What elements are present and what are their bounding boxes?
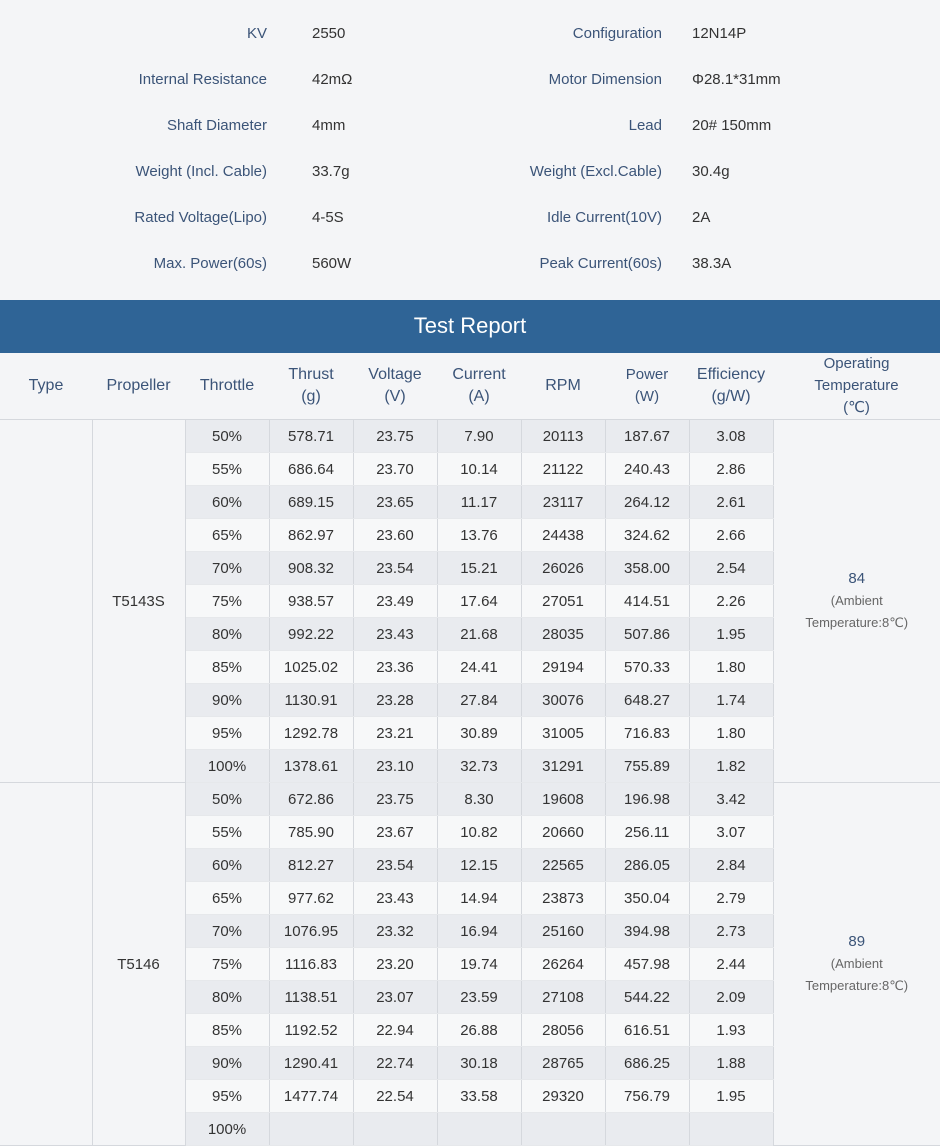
power-cell: 350.04 <box>605 882 689 915</box>
thrust-cell: 1192.52 <box>269 1014 353 1047</box>
current-cell: 10.82 <box>437 816 521 849</box>
col-temperature: Operating Temperature (℃) <box>773 353 940 420</box>
thrust-cell: 578.71 <box>269 420 353 453</box>
voltage-cell: 23.60 <box>353 519 437 552</box>
col-power: Power (W) <box>605 353 689 420</box>
rpm-cell: 29320 <box>521 1080 605 1113</box>
rpm-cell: 28765 <box>521 1047 605 1080</box>
spec-row <box>0 68 940 114</box>
throttle-cell: 80% <box>185 618 269 651</box>
throttle-cell: 90% <box>185 684 269 717</box>
rpm-cell: 24438 <box>521 519 605 552</box>
thrust-cell: 785.90 <box>269 816 353 849</box>
efficiency-cell: 2.26 <box>689 585 773 618</box>
efficiency-cell: 1.95 <box>689 618 773 651</box>
rpm-cell: 21122 <box>521 453 605 486</box>
rpm-cell: 28056 <box>521 1014 605 1047</box>
table-row <box>0 420 940 453</box>
efficiency-cell: 2.44 <box>689 948 773 981</box>
efficiency-cell: 2.86 <box>689 453 773 486</box>
current-cell: 15.21 <box>437 552 521 585</box>
thrust-cell: 1025.02 <box>269 651 353 684</box>
voltage-cell: 23.36 <box>353 651 437 684</box>
type-cell <box>0 420 92 783</box>
power-cell: 457.98 <box>605 948 689 981</box>
rpm-cell: 20660 <box>521 816 605 849</box>
power-cell: 544.22 <box>605 981 689 1014</box>
voltage-cell: 23.28 <box>353 684 437 717</box>
throttle-cell: 60% <box>185 486 269 519</box>
throttle-cell: 100% <box>185 1113 269 1146</box>
spec-value: 2A <box>692 206 710 230</box>
throttle-cell: 95% <box>185 717 269 750</box>
current-cell: 12.15 <box>437 849 521 882</box>
voltage-cell: 23.54 <box>353 552 437 585</box>
power-cell: 286.05 <box>605 849 689 882</box>
throttle-cell: 85% <box>185 1014 269 1047</box>
spec-value: 30.4g <box>692 160 730 184</box>
current-cell: 27.84 <box>437 684 521 717</box>
spec-label: Motor Dimension <box>549 68 662 92</box>
current-cell: 30.89 <box>437 717 521 750</box>
voltage-cell: 23.07 <box>353 981 437 1014</box>
thrust-cell: 1378.61 <box>269 750 353 783</box>
spec-label: Shaft Diameter <box>167 114 267 138</box>
col-rpm: RPM <box>521 353 605 420</box>
power-cell: 394.98 <box>605 915 689 948</box>
spec-label: KV <box>247 22 267 46</box>
current-cell: 13.76 <box>437 519 521 552</box>
rpm-cell: 23873 <box>521 882 605 915</box>
efficiency-cell: 1.93 <box>689 1014 773 1047</box>
power-cell: 648.27 <box>605 684 689 717</box>
power-cell: 616.51 <box>605 1014 689 1047</box>
voltage-cell: 23.67 <box>353 816 437 849</box>
thrust-cell: 1116.83 <box>269 948 353 981</box>
current-cell: 21.68 <box>437 618 521 651</box>
throttle-cell: 75% <box>185 948 269 981</box>
rpm-cell: 25160 <box>521 915 605 948</box>
spec-value: 42mΩ <box>312 68 352 92</box>
spec-section <box>0 0 940 300</box>
voltage-cell: 23.65 <box>353 486 437 519</box>
power-cell: 196.98 <box>605 783 689 816</box>
thrust-cell: 1290.41 <box>269 1047 353 1080</box>
thrust-cell <box>269 1113 353 1146</box>
spec-label: Idle Current(10V) <box>547 206 662 230</box>
power-cell: 264.12 <box>605 486 689 519</box>
efficiency-cell: 1.88 <box>689 1047 773 1080</box>
spec-label: Weight (Excl.Cable) <box>530 160 662 184</box>
power-cell <box>605 1113 689 1146</box>
current-cell: 8.30 <box>437 783 521 816</box>
current-cell: 10.14 <box>437 453 521 486</box>
rpm-cell: 31291 <box>521 750 605 783</box>
temperature-cell <box>773 420 940 783</box>
current-cell: 14.94 <box>437 882 521 915</box>
throttle-cell: 65% <box>185 519 269 552</box>
efficiency-cell <box>689 1113 773 1146</box>
spec-value: Φ28.1*31mm <box>692 68 781 92</box>
power-cell: 256.11 <box>605 816 689 849</box>
current-cell: 24.41 <box>437 651 521 684</box>
current-cell: 16.94 <box>437 915 521 948</box>
thrust-cell: 977.62 <box>269 882 353 915</box>
thrust-cell: 992.22 <box>269 618 353 651</box>
rpm-cell: 27051 <box>521 585 605 618</box>
voltage-cell: 23.10 <box>353 750 437 783</box>
voltage-cell: 22.74 <box>353 1047 437 1080</box>
temperature-note: (Ambient <box>774 953 940 975</box>
efficiency-cell: 1.80 <box>689 651 773 684</box>
table-row <box>0 783 940 816</box>
voltage-cell: 23.32 <box>353 915 437 948</box>
efficiency-cell: 2.54 <box>689 552 773 585</box>
rpm-cell: 22565 <box>521 849 605 882</box>
spec-row <box>0 114 940 160</box>
temperature-cell <box>773 783 940 1146</box>
throttle-cell: 70% <box>185 552 269 585</box>
efficiency-cell: 1.80 <box>689 717 773 750</box>
thrust-cell: 672.86 <box>269 783 353 816</box>
efficiency-cell: 2.73 <box>689 915 773 948</box>
spec-row <box>0 160 940 206</box>
efficiency-cell: 3.08 <box>689 420 773 453</box>
efficiency-cell: 3.07 <box>689 816 773 849</box>
power-cell: 240.43 <box>605 453 689 486</box>
throttle-cell: 60% <box>185 849 269 882</box>
col-thrust: Thrust (g) <box>269 353 353 420</box>
report-title: Test Report <box>0 300 940 353</box>
efficiency-cell: 2.66 <box>689 519 773 552</box>
spec-label: Rated Voltage(Lipo) <box>134 206 267 230</box>
thrust-cell: 686.64 <box>269 453 353 486</box>
rpm-cell: 20113 <box>521 420 605 453</box>
rpm-cell <box>521 1113 605 1146</box>
spec-row <box>0 22 940 68</box>
spec-row <box>0 206 940 252</box>
current-cell: 19.74 <box>437 948 521 981</box>
spec-value: 560W <box>312 252 351 276</box>
thrust-cell: 938.57 <box>269 585 353 618</box>
spec-value: 38.3A <box>692 252 731 276</box>
temperature-note: Temperature:8℃) <box>774 975 940 997</box>
power-cell: 716.83 <box>605 717 689 750</box>
table-header-row <box>0 353 940 420</box>
efficiency-cell: 2.09 <box>689 981 773 1014</box>
voltage-cell <box>353 1113 437 1146</box>
voltage-cell: 22.54 <box>353 1080 437 1113</box>
voltage-cell: 23.75 <box>353 783 437 816</box>
rpm-cell: 28035 <box>521 618 605 651</box>
rpm-cell: 26264 <box>521 948 605 981</box>
rpm-cell: 23117 <box>521 486 605 519</box>
col-voltage: Voltage (V) <box>353 353 437 420</box>
power-cell: 414.51 <box>605 585 689 618</box>
rpm-cell: 31005 <box>521 717 605 750</box>
spec-label: Weight (Incl. Cable) <box>136 160 267 184</box>
throttle-cell: 95% <box>185 1080 269 1113</box>
throttle-cell: 75% <box>185 585 269 618</box>
spec-label: Lead <box>629 114 662 138</box>
spec-value: 4mm <box>312 114 345 138</box>
spec-row <box>0 252 940 298</box>
spec-value: 33.7g <box>312 160 350 184</box>
throttle-cell: 50% <box>185 783 269 816</box>
current-cell: 33.58 <box>437 1080 521 1113</box>
voltage-cell: 23.75 <box>353 420 437 453</box>
thrust-cell: 862.97 <box>269 519 353 552</box>
power-cell: 507.86 <box>605 618 689 651</box>
power-cell: 686.25 <box>605 1047 689 1080</box>
voltage-cell: 23.43 <box>353 618 437 651</box>
efficiency-cell: 2.61 <box>689 486 773 519</box>
voltage-cell: 23.54 <box>353 849 437 882</box>
voltage-cell: 23.43 <box>353 882 437 915</box>
throttle-cell: 80% <box>185 981 269 1014</box>
spec-value: 12N14P <box>692 22 746 46</box>
spec-label: Internal Resistance <box>139 68 267 92</box>
rpm-cell: 30076 <box>521 684 605 717</box>
voltage-cell: 23.21 <box>353 717 437 750</box>
throttle-cell: 100% <box>185 750 269 783</box>
efficiency-cell: 1.74 <box>689 684 773 717</box>
power-cell: 755.89 <box>605 750 689 783</box>
efficiency-cell: 2.79 <box>689 882 773 915</box>
power-cell: 324.62 <box>605 519 689 552</box>
efficiency-cell: 3.42 <box>689 783 773 816</box>
power-cell: 756.79 <box>605 1080 689 1113</box>
thrust-cell: 908.32 <box>269 552 353 585</box>
current-cell: 32.73 <box>437 750 521 783</box>
rpm-cell: 26026 <box>521 552 605 585</box>
voltage-cell: 23.49 <box>353 585 437 618</box>
throttle-cell: 85% <box>185 651 269 684</box>
current-cell: 30.18 <box>437 1047 521 1080</box>
power-cell: 358.00 <box>605 552 689 585</box>
throttle-cell: 55% <box>185 816 269 849</box>
thrust-cell: 1477.74 <box>269 1080 353 1113</box>
col-efficiency: Efficiency (g/W) <box>689 353 773 420</box>
spec-value: 2550 <box>312 22 345 46</box>
temperature-value: 89 <box>774 931 940 953</box>
col-throttle: Throttle <box>185 353 269 420</box>
current-cell: 26.88 <box>437 1014 521 1047</box>
thrust-cell: 1292.78 <box>269 717 353 750</box>
spec-label: Max. Power(60s) <box>154 252 267 276</box>
efficiency-cell: 1.95 <box>689 1080 773 1113</box>
current-cell: 11.17 <box>437 486 521 519</box>
current-cell: 17.64 <box>437 585 521 618</box>
throttle-cell: 55% <box>185 453 269 486</box>
current-cell: 23.59 <box>437 981 521 1014</box>
col-type: Type <box>0 353 92 420</box>
rpm-cell: 27108 <box>521 981 605 1014</box>
current-cell: 7.90 <box>437 420 521 453</box>
test-report-table <box>0 353 940 1146</box>
current-cell <box>437 1113 521 1146</box>
type-cell <box>0 783 92 1146</box>
power-cell: 187.67 <box>605 420 689 453</box>
efficiency-cell: 1.82 <box>689 750 773 783</box>
throttle-cell: 70% <box>185 915 269 948</box>
voltage-cell: 23.70 <box>353 453 437 486</box>
spec-label: Configuration <box>573 22 662 46</box>
col-propeller: Propeller <box>92 353 185 420</box>
temperature-note: (Ambient <box>774 590 940 612</box>
temperature-value: 84 <box>774 568 940 590</box>
rpm-cell: 29194 <box>521 651 605 684</box>
thrust-cell: 812.27 <box>269 849 353 882</box>
temperature-note: Temperature:8℃) <box>774 612 940 634</box>
propeller-cell: T5143S <box>92 420 185 783</box>
spec-label: Peak Current(60s) <box>539 252 662 276</box>
throttle-cell: 90% <box>185 1047 269 1080</box>
thrust-cell: 1130.91 <box>269 684 353 717</box>
thrust-cell: 1138.51 <box>269 981 353 1014</box>
propeller-cell: T5146 <box>92 783 185 1146</box>
voltage-cell: 23.20 <box>353 948 437 981</box>
power-cell: 570.33 <box>605 651 689 684</box>
spec-value: 4-5S <box>312 206 344 230</box>
throttle-cell: 65% <box>185 882 269 915</box>
col-current: Current (A) <box>437 353 521 420</box>
spec-value: 20# 150mm <box>692 114 771 138</box>
rpm-cell: 19608 <box>521 783 605 816</box>
throttle-cell: 50% <box>185 420 269 453</box>
thrust-cell: 1076.95 <box>269 915 353 948</box>
thrust-cell: 689.15 <box>269 486 353 519</box>
efficiency-cell: 2.84 <box>689 849 773 882</box>
voltage-cell: 22.94 <box>353 1014 437 1047</box>
